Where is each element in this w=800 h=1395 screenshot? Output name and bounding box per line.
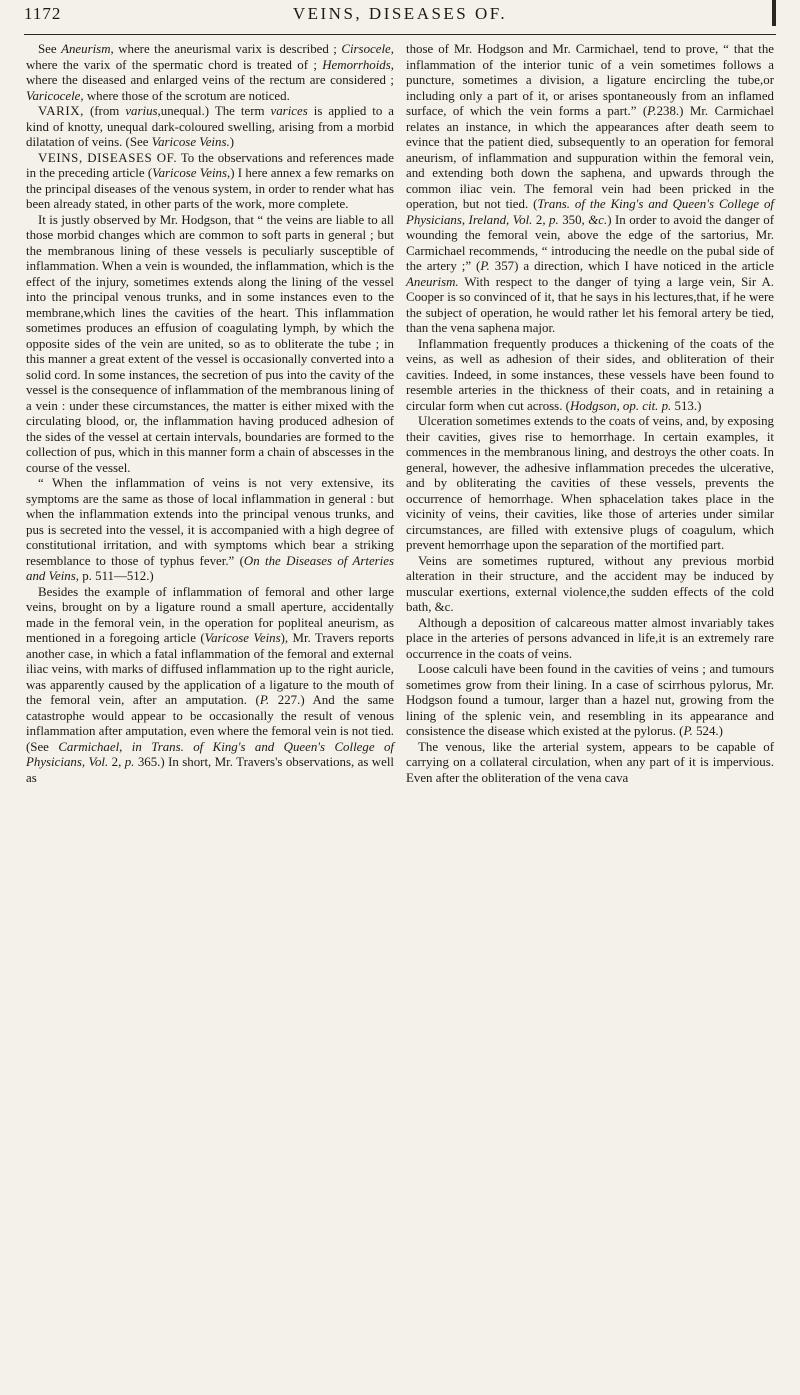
page-number: 1172 (24, 4, 62, 23)
paragraph-calculi: Loose calculi have been found in the cavities of veins ; and tumours sometimes grow from their lining. In a case of scirrhous pylorus, Mr. Hodgson found a tumour, larger than a hazel nut, growing from the lining of the splenic vein, and resembling in its appearance and consistence the disease which existed at the pylorus. (P. 524.) (406, 662, 774, 738)
right-column (406, 42, 774, 786)
paragraph-see-aneurism: See Aneurism, where the aneurismal varix is described ; Cirsocele, where the varix of the spermatic chord is treated of ; Hemorrhoids, where the diseased and enlarged veins of the rectum are considered ; Varicocele, where those of the scrotum are noticed. (26, 42, 394, 103)
paragraph-carmichael: those of Mr. Hodgson and Mr. Carmichael, tend to prove, “ that the inflammation of the interior tunic of a vein sometimes follows a puncture, sometimes a division, a ligature encircling the tube,or including only a part of it, or arises spontaneously from an inflamed surface, of which the vein forms a part.” (P.238.) Mr. Carmichael relates an instance, in which the appearances after death seem to evince that the patient died, subsequently to an operation for femoral aneurism, of inflammation and suppuration within the femoral vein, and extending both down the saphena, and upwards through the common iliac vein. The femoral vein had been pricked in the operation, but not tied. (Trans. of the King's and Queen's College of Physicians, Ireland, Vol. 2, p. 350, &c.) In order to avoid the danger of wounding the femoral vein, above the edge of the sartorius, Mr. Carmichael recommends, “ introducing the needle on the pubal side of the artery ;” (P. 357) a direction, which I have noticed in the article Aneurism. With respect to the danger of tying a large vein, Sir A. Cooper is so convinced of it, that he says in his lectures,that, if he were the subject of operation, he would rather let his femoral artery be tied, than the vena saphena major. (406, 42, 774, 335)
paragraph-rupture: Veins are sometimes ruptured, without any previous morbid alteration in their structure, and the accident may be induced by muscular exertions, external violence,the sudden effects of the cold bath, &c. (406, 553, 774, 614)
paragraph-calcareous: Although a deposition of calcareous matter almost invariably takes place in the arteries of persons advanced in life,it is an extremely rare occurrence in the coats of veins. (406, 615, 774, 661)
page-header (24, 0, 776, 35)
paragraph-inflammation-symptoms: “ When the inflammation of veins is not very extensive, its symptoms are the same as those of local inflammation in general : but when the inflammation extends into the principal venous trunks, and pus is secreted into the vessel, it is accompanied with a high degree of constitutional irritation, and with symptoms which bear a striking resemblance to those of typhus fever.” (On the Diseases of Arteries and Veins, p. 511—512.) (26, 476, 395, 583)
paragraph-femoral-examples: Besides the example of inflammation of femoral and other large veins, brought on by a ligature round a small aperture, accidentally made in the femoral vein, in the operation for popliteal aneurism, as mentioned in a foregoing article (Varicose Veins), Mr. Travers reports another case, in which a fatal inflammation of the femoral and external iliac veins, with marks of diffused inflammation up to the right auricle, was apparently caused by the application of a ligature to the mouth of the femoral vein, after an amputation. (P. 227.) And the same catastrophe would appear to be occasionally the result of venous inflammation after amputation, even where the femoral vein is not tied. (See Carmichael, in Trans. of King's and Queen's College of Physicians, Vol. 2, p. 365.) In short, Mr. Travers's observations, as well as (26, 584, 395, 785)
paragraph-ulceration: Ulceration sometimes extends to the coats of veins, and, by exposing their cavities, gives rise to hemorrhage. In certain examples, it commences in the membranous lining, and destroys the other coats. In general, however, the adhesive inflammation precedes the ulcerative, and by obliterating the cavities of these vessels, prevents the occurrence of hemorrhage. When sphacelation takes place in the vicinity of veins, their cavities, like those of arteries under similar circumstances, are filled with extensive plugs of coagulum, which prevent hemorrhage upon the separation of the mortified part. (406, 414, 774, 552)
paragraph-collateral: The venous, like the arterial system, appears to be capable of carrying on a collateral circulation, when any part of it is impervious. Even after the obliteration of the vena cava (406, 739, 774, 785)
entry-veins-diseases: VEINS, DISEASES OF. To the observations and references made in the preceding article (Varicose Veins,) I here annex a few remarks on the principal diseases of the venous system, in order to render what has been already stated, in other parts of the work, more complete. (26, 150, 395, 211)
left-column (26, 42, 394, 786)
running-title: VEINS, DISEASES OF. (292, 4, 508, 23)
paragraph-hodgson-quote: It is justly observed by Mr. Hodgson, that “ the veins are liable to all those morbid changes which are common to soft parts in general ; but the membranous lining of these vessels is peculiarly susceptible of inflammation. When a vein is wounded, the inflammation, which is the effect of the injury, sometimes extends along the lining of the vessel into the principal venous trunks, and in some instances even to the membrane,which lines the cavities of the heart. This inflammation sometimes produces an effusion of coagulating lymph, by which the opposite sides of the vein are united, so as to obliterate the tube ; in this manner a great extent of the vessel is occasionally converted into a solid cord. In some instances, the secretion of pus into the cavity of the vessel is the consequence of inflammation of the membranous lining of a vein : under these circumstances, the matter is either mixed with the circulating blood, or, the inflammation having produced adhesion of the sides of the vessel at certain intervals, boundaries are formed to the collection of pus, which in this manner form a chain of abscesses in the course of the vessel. (26, 212, 395, 475)
entry-varix: VARIX, (from varius,unequal.) The term varices is applied to a kind of knotty, unequal dark-coloured swelling, arising from a morbid dilatation of veins. (See Varicose Veins.) (26, 104, 395, 149)
page-edge-mark (772, 0, 776, 26)
entry-heading-veins: VEINS, DISEASES OF. (38, 150, 178, 165)
entry-heading-varix: VARIX, (38, 104, 84, 118)
paragraph-thickening: Inflammation frequently produces a thickening of the coats of the veins, as well as adhesion of their sides, and obliteration of their cavities. Indeed, in some instances, these vessels have been found to resemble arteries in the thickness of their coats, and in retaining a circular form when cut across. (Hodgson, op. cit. p. 513.) (406, 336, 774, 413)
